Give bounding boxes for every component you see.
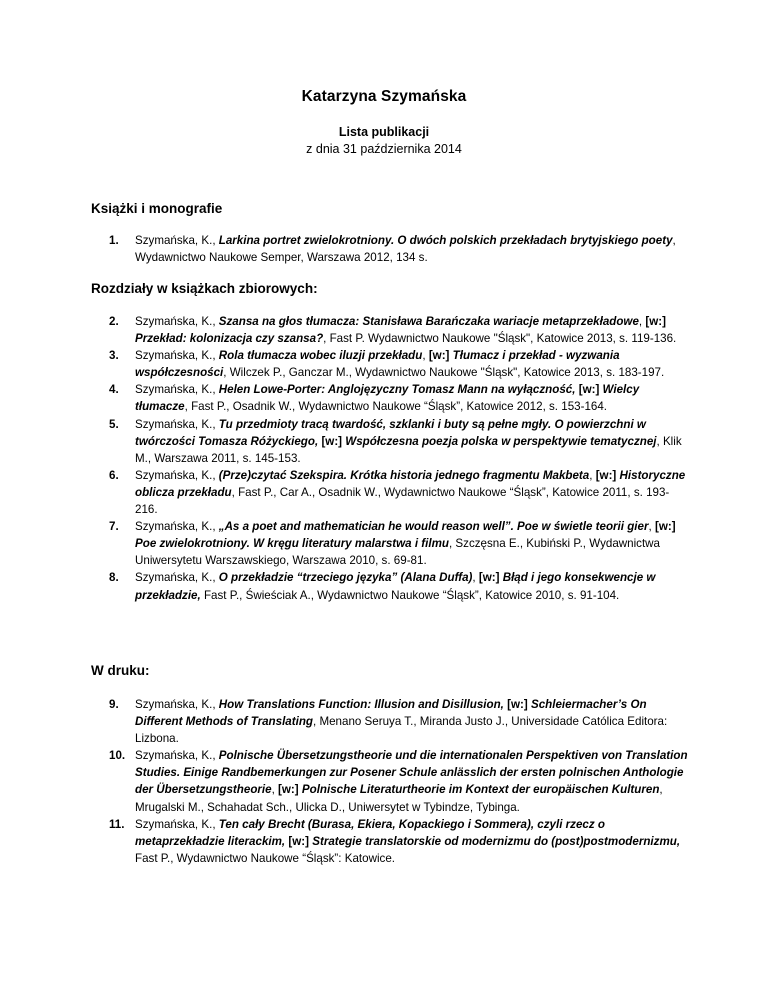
- entry-title: Szansa na głos tłumacza: Stanisława Barańczaka wariacje metaprzekładowe: [218, 315, 639, 328]
- entry-number: 1.: [109, 234, 119, 247]
- entry-title: (Prze)czytać Szekspira. Krótka historia jednego fragmentu Makbeta: [218, 468, 590, 482]
- entry-details: Fast P., Świeściak A., Wydawnictwo Naukowe “Śląsk”, Katowice 2010, s. 91-104.: [200, 588, 620, 602]
- document-subtitle: [0, 124, 768, 158]
- entry-in-marker: [w:]: [321, 434, 343, 448]
- entry-number: 10.: [109, 749, 126, 763]
- entry-details: , Menano Seruya T., Miranda Justo J., Universidade Católica Editora: Lizbona.: [135, 715, 668, 746]
- entry-title: Rola tłumacza wobec iluzji przekładu: [218, 349, 423, 363]
- entry-volume-title: Tłumacz i przekład - wyzwania współczesności: [135, 349, 620, 380]
- publication-entry: [91, 381, 691, 415]
- entry-authors: Szymańska, K.,: [135, 417, 219, 431]
- entry-number: 5.: [109, 417, 119, 431]
- in-press-list: [91, 696, 691, 867]
- list-date: z dnia 31 października 2014: [306, 142, 462, 156]
- entry-volume-title: Polnische Literaturtheorie im Kontext der europäischen Kulturen: [301, 783, 660, 797]
- publication-entry: [91, 416, 691, 467]
- entry-separator: ,: [638, 315, 646, 328]
- entry-in-marker: [w:]: [578, 383, 600, 397]
- entry-separator: ,: [472, 571, 479, 585]
- entry-separator: ,: [271, 783, 279, 797]
- entry-title: Tu przedmioty tracą twardość, szklanki i buty są pełne mgły. O powierzchni w twórczości Tomasza Różyckiego,: [135, 417, 646, 448]
- author-name: Katarzyna Szymańska: [301, 88, 467, 105]
- section-heading-books: Książki i monografie: [91, 201, 223, 216]
- entry-authors: Szymańska, K.,: [135, 749, 219, 763]
- entry-number: 11.: [109, 817, 125, 831]
- entry-in-marker: [w:]: [595, 468, 617, 482]
- entry-volume-title: Współczesna poezja polska w perspektywie tematycznej: [345, 434, 657, 448]
- entry-in-marker: [w:]: [507, 698, 528, 711]
- entry-title: How Translations Function: Illusion and Disillusion,: [218, 698, 504, 711]
- entry-authors: Szymańska, K.,: [135, 234, 219, 247]
- entry-volume-title: Historyczne oblicza przekładu: [135, 468, 686, 499]
- entry-details: , Fast P., Osadnik W., Wydawnictwo Naukowe “Śląsk”, Katowice 2012, s. 153-164.: [184, 400, 608, 414]
- entry-title: „As a poet and mathematician he would reason well”. Poe w świetle teorii gier: [218, 520, 649, 534]
- section-heading-chapters: Rozdziały w książkach zbiorowych:: [91, 281, 318, 296]
- entry-authors: Szymańska, K.,: [135, 468, 219, 482]
- entry-in-marker: [w:]: [428, 349, 450, 363]
- entry-title: Helen Lowe-Porter: Anglojęzyczny Tomasz Mann na wyłączność,: [218, 383, 576, 397]
- publication-entry: [91, 232, 691, 266]
- entry-volume-title: Przekład: kolonizacja czy szansa?: [135, 332, 324, 346]
- entry-number: 8.: [109, 571, 119, 585]
- entry-authors: Szymańska, K.,: [135, 817, 219, 831]
- books-list: [91, 232, 691, 266]
- entry-in-marker: [w:]: [478, 571, 500, 585]
- entry-separator: ,: [589, 468, 596, 482]
- entry-separator: ,: [648, 520, 655, 534]
- entry-title: Larkina portret zwielokrotniony. O dwóch polskich przekładach brytyjskiego poety: [218, 234, 673, 247]
- entry-in-marker: [w:]: [278, 783, 299, 797]
- entry-title: Polnische Übersetzungstheorie und die internationalen Perspektiven von Translation Studies. Einige Randbemerkungen zur Posener Schule anlässlich der ersten polnischen Anthologie der Übersetzungstheorie: [135, 749, 688, 797]
- entry-details: , Fast P., Car A., Osadnik W., Wydawnictwo Naukowe “Śląsk”, Katowice 2011, s. 193-216.: [135, 485, 670, 517]
- entry-authors: Szymańska, K.,: [135, 698, 219, 711]
- entry-authors: Szymańska, K.,: [135, 315, 219, 328]
- publication-entry: [91, 467, 691, 518]
- entry-volume-title: Wielcy tłumacze: [135, 383, 640, 414]
- entry-authors: Szymańska, K.,: [135, 520, 219, 534]
- entry-details: , Fast P. Wydawnictwo Naukowe "Śląsk", Katowice 2013, s. 119-136.: [323, 332, 677, 346]
- publication-entry: [91, 696, 691, 747]
- entry-authors: Szymańska, K.,: [135, 383, 219, 397]
- entry-number: 3.: [109, 349, 119, 363]
- publication-entry: [91, 747, 691, 815]
- entry-volume-title: Poe zwielokrotniony. W kręgu literatury malarstwa i filmu: [135, 537, 449, 551]
- entry-details: , Mrugalski M., Schahadat Sch., Ulicka D., Uniwersytet w Tybindze, Tybinga.: [135, 783, 663, 814]
- entry-number: 2.: [109, 315, 119, 328]
- entry-details: , Klik M., Warszawa 2011, s. 145-153.: [135, 434, 682, 465]
- publication-entry: [91, 518, 691, 569]
- publication-entry: [91, 313, 691, 347]
- entry-number: 9.: [109, 698, 119, 711]
- list-title: Lista publikacji: [338, 125, 430, 139]
- entry-volume-title: Błąd i jego konsekwencje w przekładzie,: [135, 571, 656, 602]
- entry-details: , Szczęsna E., Kubiński P., Wydawnictwa Uniwersytetu Warszawskiego, Warszawa 2010, s. 69-81.: [135, 537, 661, 568]
- section-heading-in-press: W druku:: [91, 663, 150, 678]
- entry-details: Fast P., Wydawnictwo Naukowe “Śląsk”: Katowice.: [135, 851, 395, 865]
- entry-title: O przekładzie “trzeciego języka” (Alana Duffa): [218, 571, 473, 585]
- entry-details: , Wydawnictwo Naukowe Semper, Warszawa 2012, 134 s.: [135, 234, 676, 265]
- entry-in-marker: [w:]: [654, 520, 676, 534]
- entry-separator: ,: [422, 349, 429, 363]
- entry-number: 7.: [109, 520, 119, 534]
- entry-in-marker: [w:]: [288, 834, 309, 848]
- entry-details: , Wilczek P., Ganczar M., Wydawnictwo Naukowe "Śląsk", Katowice 2013, s. 183-197.: [223, 366, 665, 380]
- entry-number: 4.: [109, 383, 119, 397]
- entry-title: Ten cały Brecht (Burasa, Ekiera, Kopackiego i Sommera), czyli rzecz o metaprzekładzie literackim,: [135, 817, 605, 848]
- publication-entry: [91, 347, 691, 381]
- entry-volume-title: Schleiermacher’s On Different Methods of Translating: [135, 698, 647, 729]
- publication-entry: [91, 816, 691, 867]
- entry-authors: Szymańska, K.,: [135, 571, 219, 585]
- chapters-list: [91, 313, 691, 604]
- entry-number: 6.: [109, 468, 119, 482]
- entry-in-marker: [w:]: [645, 315, 666, 328]
- entry-authors: Szymańska, K.,: [135, 349, 219, 363]
- entry-volume-title: Strategie translatorskie od modernizmu do (post)postmodernizmu,: [312, 834, 681, 848]
- publication-entry: [91, 569, 691, 603]
